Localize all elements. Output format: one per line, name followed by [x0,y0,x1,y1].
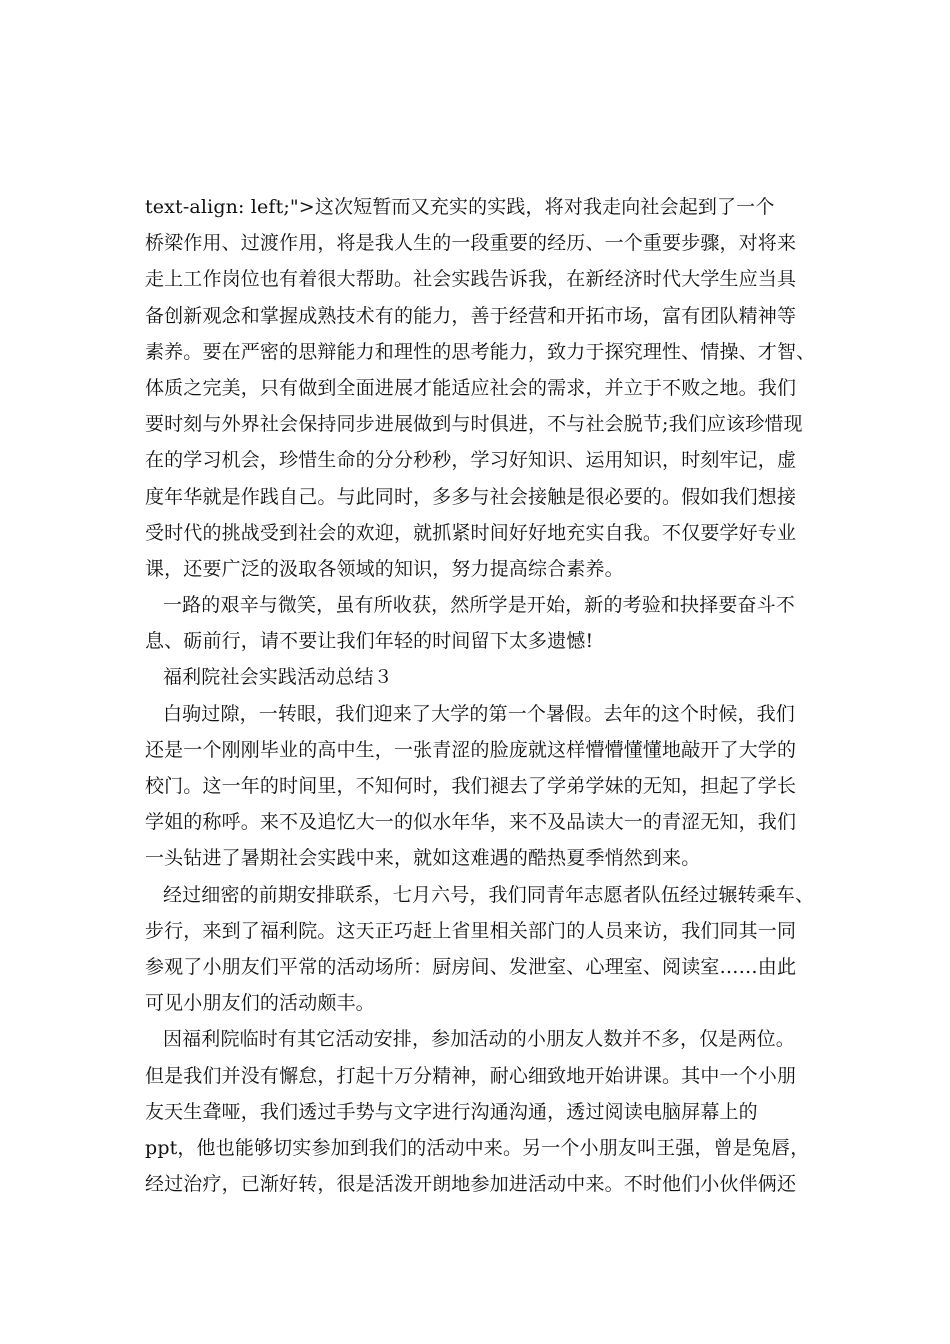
text-line: 备创新观念和掌握成熟技术有的能力，善于经营和开拓市场，富有团队精神等 [145,304,797,327]
text-line: 体质之完美，只有做到全面进展才能适应社会的需求，并立于不败之地。我们 [145,376,797,399]
text-line: 度年华就是作践自己。与此同时，多多与社会接触是很必要的。假如我们想接 [145,485,797,508]
paragraph-start-line: 经过细密的前期安排联系，七月六号，我们同青年志愿者队伍经过辗转乘车、 [163,883,815,906]
paragraph-start-line: 福利院社会实践活动总结３ [163,666,393,689]
text-line: 课，还要广泛的汲取各领域的知识，努力提高综合素养。 [145,557,624,580]
text-line: 受时代的挑战受到社会的欢迎，就抓紧时间好好地充实自我。不仅要学好专业 [145,521,797,544]
text-line: 友天生聋哑，我们透过手势与文字进行沟通沟通，透过阅读电脑屏幕上的 [145,1100,758,1123]
text-line: 走上工作岗位也有着很大帮助。社会实践告诉我，在新经济时代大学生应当具 [145,268,797,291]
text-line: 参观了小朋友们平常的活动场所：厨房间、发泄室、心理室、阅读室……由此 [145,955,797,978]
text-line: 一头钻进了暑期社会实践中来，就如这难遇的酷热夏季悄然到来。 [145,847,701,870]
text-line: 在的学习机会，珍惜生命的分分秒秒，学习好知识、运用知识，时刻牢记，虚 [145,449,797,472]
text-line: 桥梁作用、过渡作用，将是我人生的一段重要的经历、一个重要步骤，对将来 [145,232,797,255]
text-line: 可见小朋友们的活动颇丰。 [145,992,375,1015]
paragraph-start-line: 白驹过隙，一转眼，我们迎来了大学的第一个暑假。去年的这个时候，我们 [163,702,795,725]
text-line: 学姐的称呼。来不及追忆大一的似水年华，来不及品读大一的青涩无知，我们 [145,811,797,834]
text-line: 步行，来到了福利院。这天正巧赶上省里相关部门的人员来访，我们同其一同 [145,919,797,942]
text-line: 还是一个刚刚毕业的高中生，一张青涩的脸庞就这样懵懵懂懂地敲开了大学的 [145,738,797,761]
text-line: 经过治疗，已渐好转，很是活泼开朗地参加进活动中来。不时他们小伙伴俩还 [145,1173,797,1196]
text-line: text-align: left;">这次短暂而又充实的实践，将对我走向社会起到了一个 [145,196,775,218]
text-line: 素养。要在严密的思辩能力和理性的思考能力，致力于探究理性、情操、才智、 [145,340,816,363]
paragraph-start-line: 一路的艰辛与微笑，虽有所收获，然所学是开始，新的考验和抉择要奋斗不 [163,594,795,617]
text-line: 校门。这一年的时间里，不知何时，我们褪去了学弟学妹的无知，担起了学长 [145,775,797,797]
text-line: 息、砺前行，请不要让我们年轻的时间留下太多遗憾! [145,630,594,653]
text-line: 但是我们并没有懈怠，打起十万分精神，耐心细致地开始讲课。其中一个小朋 [145,1064,797,1087]
paragraph-start-line: 因福利院临时有其它活动安排，参加活动的小朋友人数并不多，仅是两位。 [163,1028,795,1051]
text-line: 要时刻与外界社会保持同步进展做到与时俱进，不与社会脱节;我们应该珍惜现 [145,413,803,436]
text-line: ppt，他也能够切实参加到我们的活动中来。另一个小朋友叫王强，曾是兔唇， [145,1136,810,1159]
document-body [145,189,816,1202]
